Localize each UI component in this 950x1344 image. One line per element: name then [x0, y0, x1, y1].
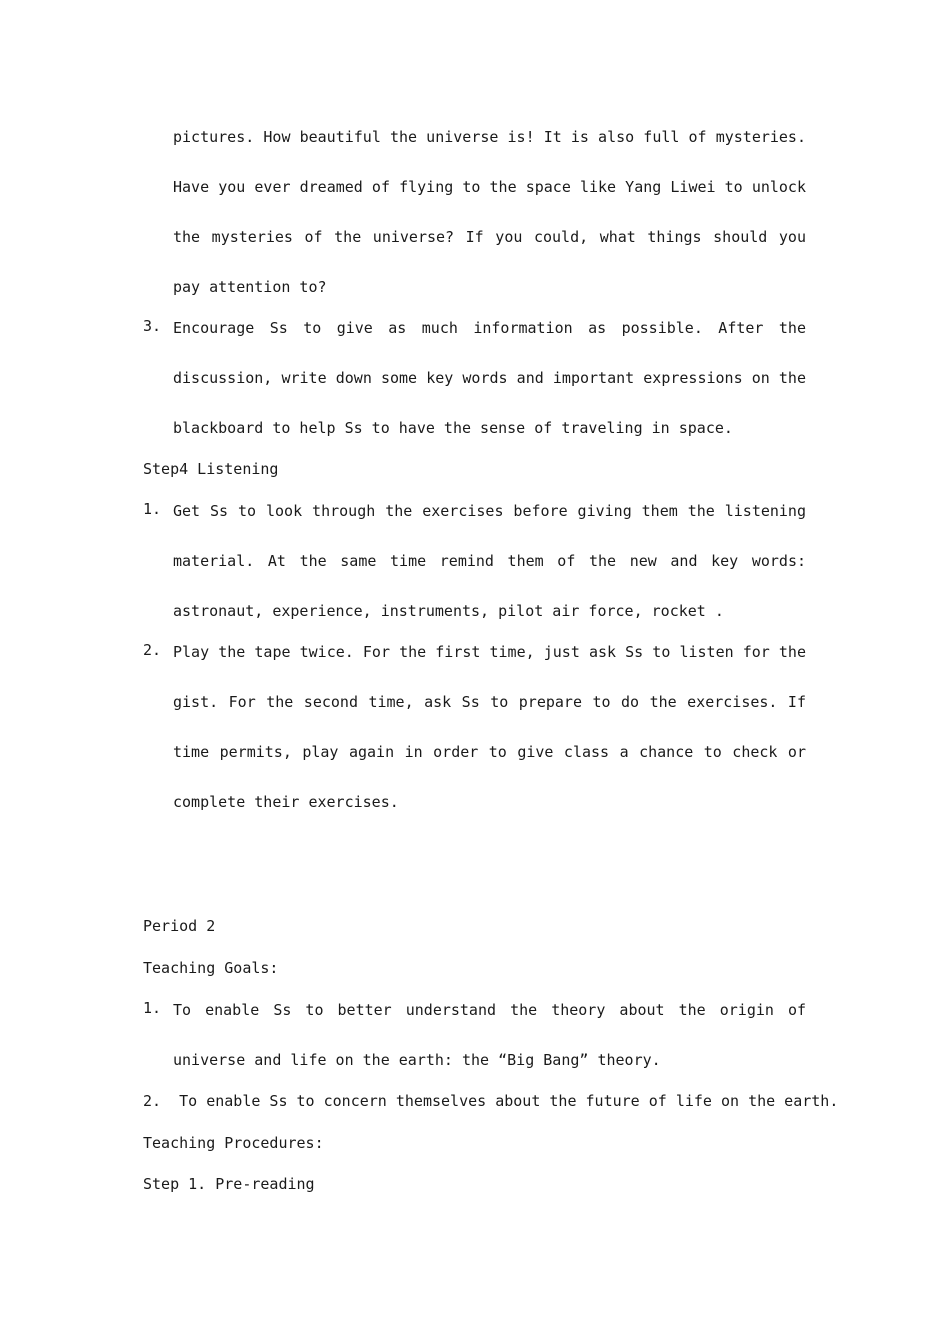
list-text: Get Ss to look through the exercises before giving them the listening material. At the same time remind them of the new and key words: astronaut, experience, instruments, pilot air force, rocket .: [173, 502, 806, 620]
step4-item-1: [143, 486, 806, 636]
list-item-3: [143, 303, 806, 453]
list-number: 2.: [143, 641, 162, 659]
step4-heading: Step4 Listening: [143, 460, 279, 478]
list-text: To enable Ss to concern themselves about the future of life on the earth.: [179, 1092, 839, 1110]
teaching-goals-heading: Teaching Goals:: [143, 959, 279, 977]
list-text: Encourage Ss to give as much information as possible. After the discussion, write down some key words and important expressions on the blackboard to help Ss to have the sense of traveling in space.: [173, 319, 806, 437]
list-number: 3.: [143, 317, 162, 335]
list-text: To enable Ss to better understand the theory about the origin of universe and life on the earth: the “Big Bang” theory.: [173, 1001, 806, 1069]
list-number: 1.: [143, 999, 162, 1017]
period2-heading: Period 2: [143, 917, 216, 935]
goal-item-2: [143, 1092, 838, 1110]
continued-paragraph: pictures. How beautiful the universe is! It is also full of mysteries. Have you ever dreamed of flying to the space like Yang Liwei to unlock the mysteries of the universe? If you could, what things should you pay attention to?: [173, 128, 806, 296]
step4-item-2: [143, 627, 806, 827]
list-text: Play the tape twice. For the first time, just ask Ss to listen for the gist. For the second time, ask Ss to prepare to do the exercises. If time permits, play again in order to give class a chance to check or complete their exercises.: [173, 643, 806, 811]
goal-item-1: [143, 985, 806, 1085]
list-number: 1.: [143, 500, 162, 518]
list-number: 2.: [143, 1092, 162, 1110]
teaching-procedures-heading: Teaching Procedures:: [143, 1134, 324, 1152]
step1-heading: Step 1. Pre-reading: [143, 1175, 315, 1193]
